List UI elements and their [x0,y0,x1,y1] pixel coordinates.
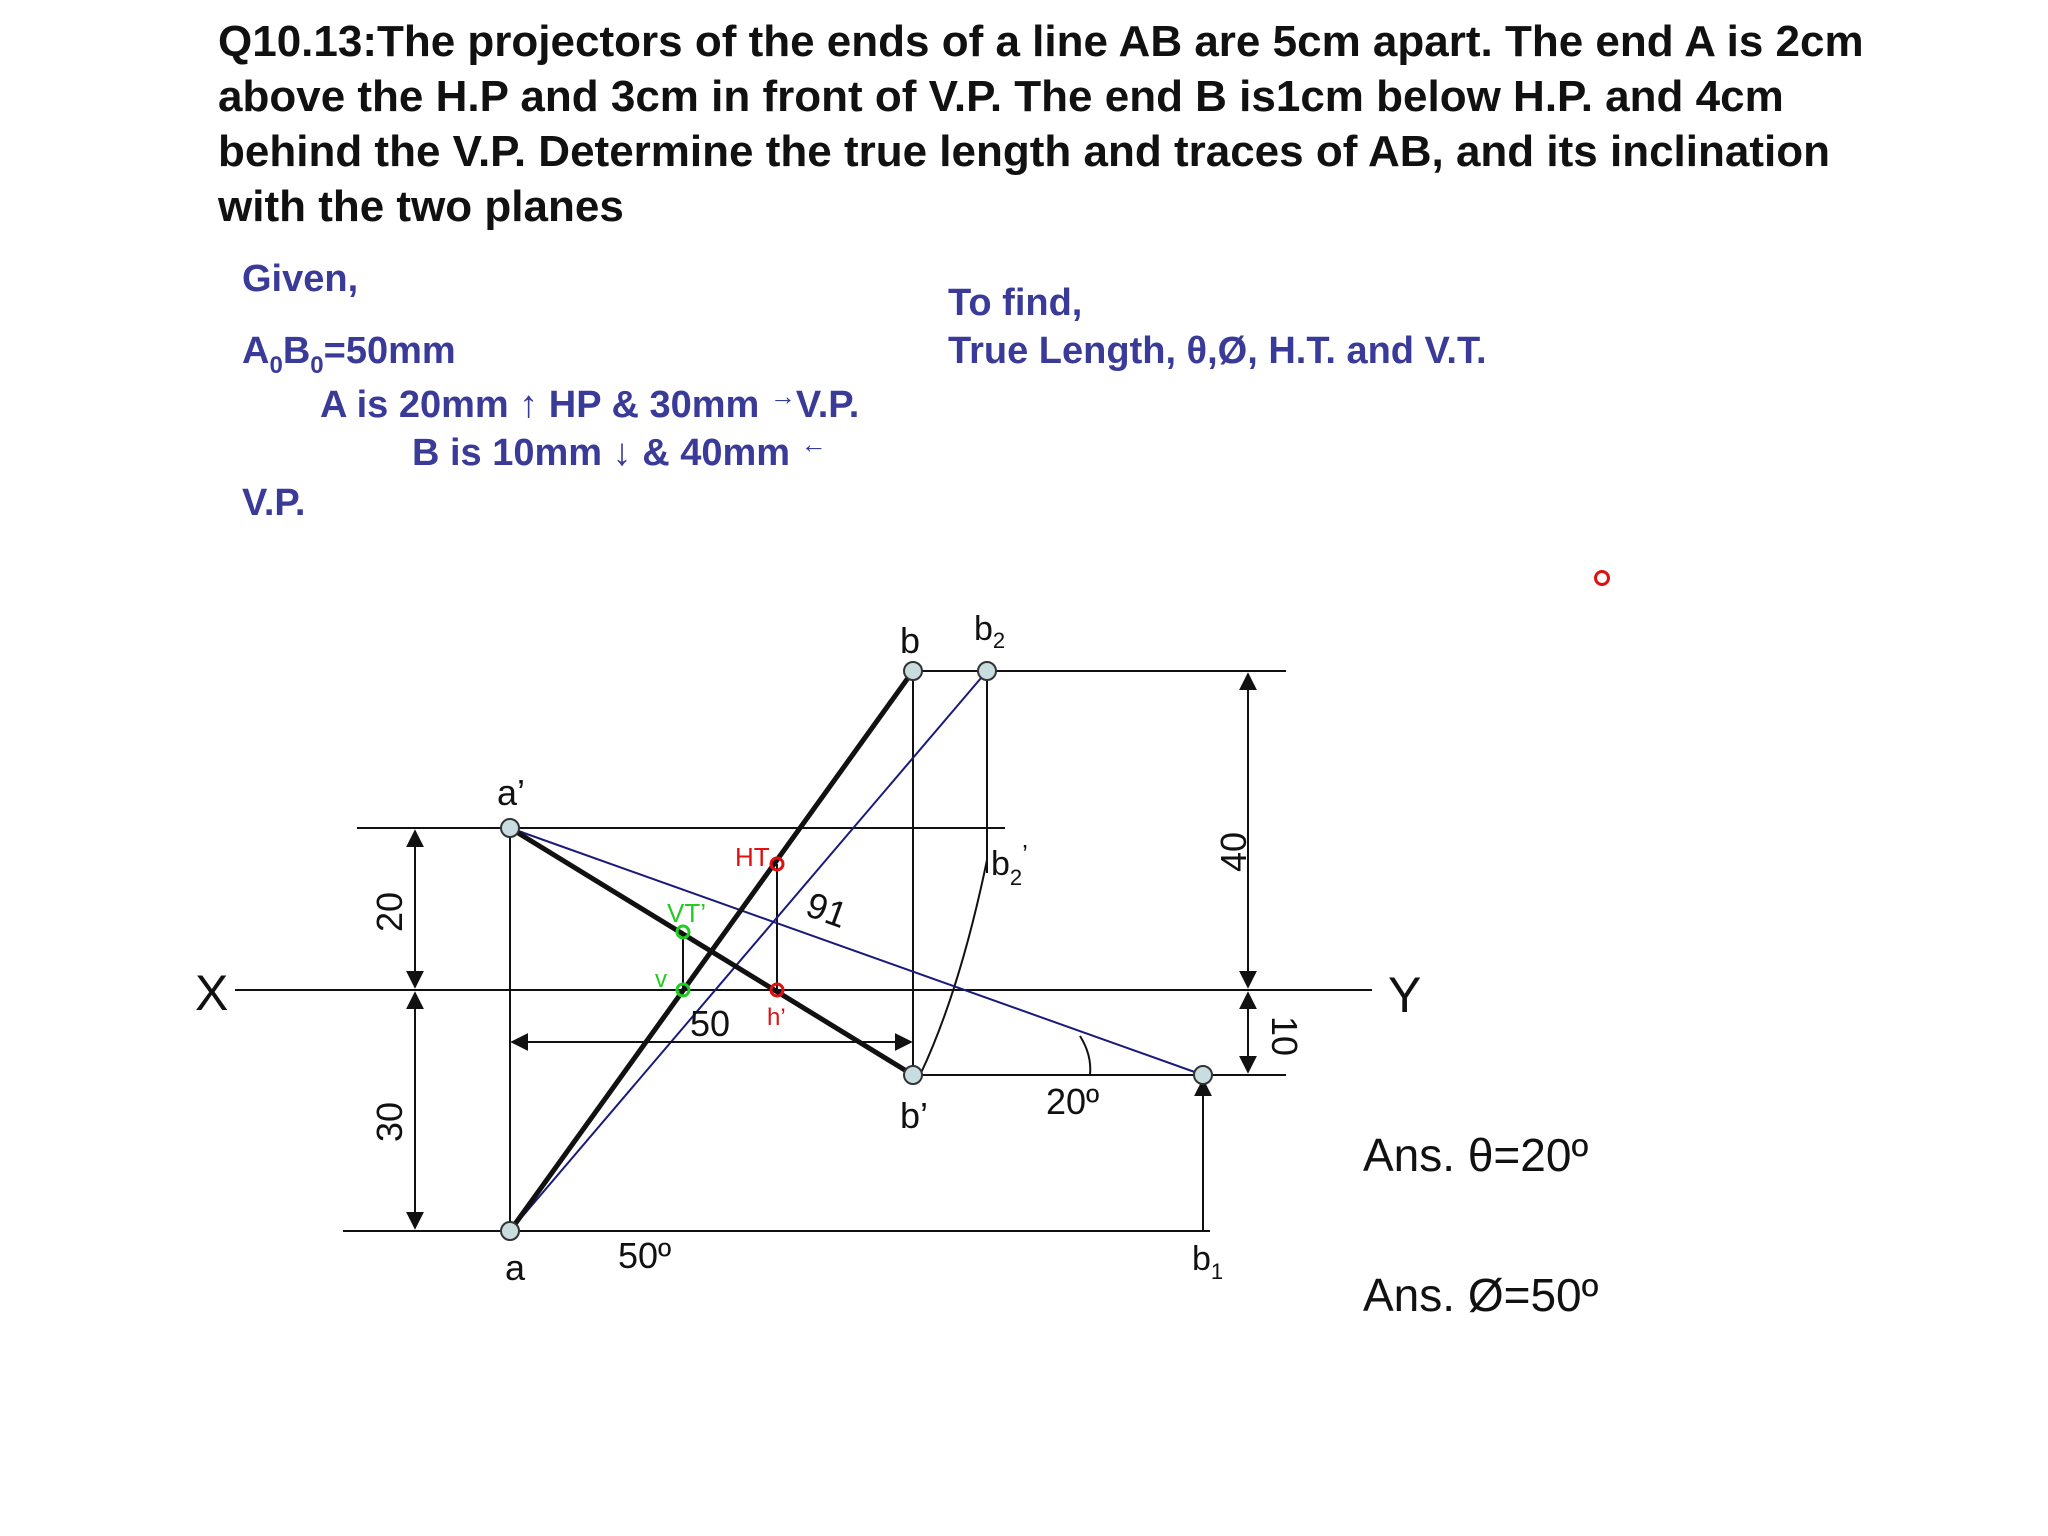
label-b2-prime-sub: 2 [1009,865,1023,890]
label-h-prime: h’ [767,1004,786,1031]
label-y: Y [1388,967,1422,1023]
label-b2-sub: 2 [992,628,1006,653]
line-a-part1: A is 20mm ↑ HP & 30mm [320,384,770,426]
a0b0-a: A [242,330,270,372]
to-find-items: True Length, θ,Ø, H.T. and V.T. [948,330,1487,372]
a0b0-sub2: 0 [310,352,324,379]
label-x: X [195,965,229,1021]
question-text: Q10.13:The projectors of the ends of a line AB are 5cm apart. The end A is 2cm above the H.P and 3cm in front of V.P. The end B is1cm below H.P. and 4cm behind the V.P. Determine the true length and traces of AB, and its inclination with the two planes [218,17,1864,231]
label-b2-prime-main: b [991,845,1010,883]
label-true-length: 91 [801,883,853,936]
point-b [904,662,922,680]
theta-angle-arc [1080,1036,1090,1075]
label-a-prime: a’ [497,772,526,813]
a0b0-sub1: 0 [269,352,283,379]
to-find-heading: To find, [948,282,1083,324]
point-b-prime [904,1066,922,1084]
label-b2-prime [991,839,1028,890]
a0b0-b: B [282,330,311,372]
point-a-prime [501,819,519,837]
label-b2 [974,610,1005,653]
a0b0-value: =50mm [323,330,456,372]
given-heading: Given, [242,258,359,300]
point-b2-prime-end [1194,1066,1212,1084]
label-dim-50: 50 [690,1003,731,1044]
label-b-prime: b’ [900,1095,929,1136]
label-b2-main: b [974,610,993,648]
point-a [501,1222,519,1240]
label-dim-40: 40 [1213,831,1254,872]
label-angle-20: 20º [1046,1081,1100,1122]
line-b-arrow: ← [800,429,827,459]
label-b1-main: b [1192,1240,1211,1278]
line-b-part1: B is 10mm ↓ & 40mm [412,432,801,474]
label-ht: HT [735,842,770,872]
label-angle-50: 50º [618,1235,672,1276]
label-dim-30: 30 [369,1101,410,1142]
label-b: b [900,620,921,661]
line-a-part2: V.P. [795,384,860,426]
answer-phi: Ans. Ø=50º [1363,1269,1599,1321]
point-b2 [978,662,996,680]
true-length-plan [510,671,987,1231]
label-b1-sub: 1 [1210,1259,1224,1284]
label-v: v [655,966,667,993]
label-vt: VT’ [667,898,706,928]
line-a-arrow: → [769,381,796,411]
b2-arc [921,860,987,1073]
label-dim-20: 20 [369,891,410,932]
answer-theta: Ans. θ=20º [1363,1129,1589,1181]
given-vp: V.P. [242,482,306,524]
label-a: a [505,1247,526,1288]
label-b2-prime-mark: ’ [1022,839,1028,869]
label-b1 [1192,1240,1223,1284]
label-dim-10: 10 [1264,1016,1305,1057]
